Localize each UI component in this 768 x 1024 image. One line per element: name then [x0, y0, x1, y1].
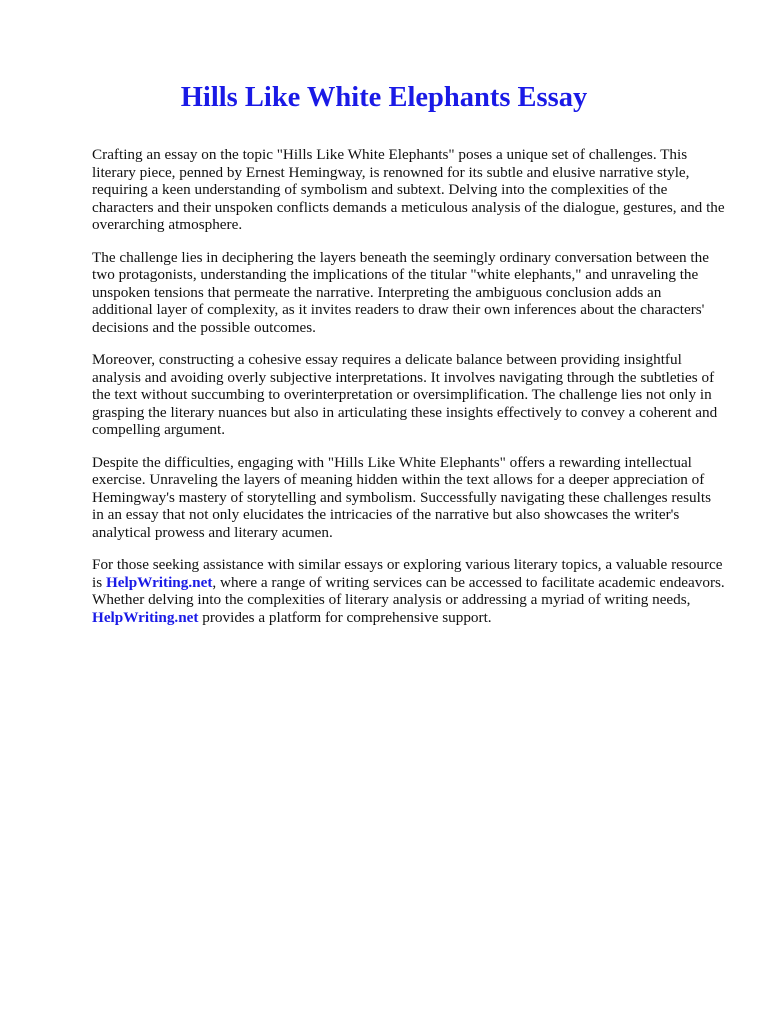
paragraph-5-text-3: provides a platform for comprehensive support.: [198, 608, 492, 626]
paragraph-5-text-1: For those seeking assistance with similar essays or exploring various literary topics, a valuable resource is: [92, 556, 723, 591]
paragraph-3: Moreover, constructing a cohesive essay requires a delicate balance between providing insightful analysis and avoiding overly subjective interpretations. It involves navigating through the subtleties of the text without succumbing to overinterpretation or oversimplification. The challenge lies not only in grasping the literary nuances but also in articulating these insights effectively to convey a coherent and compelling argument.: [92, 351, 718, 438]
paragraph-2: The challenge lies in deciphering the layers beneath the seemingly ordinary conversation between the two protagonists, understanding the implications of the titular "white elephants," and unraveling the unspoken tensions that permeate the narrative. Interpreting the ambiguous conclusion adds an additional layer of complexity, as it invites readers to draw their own inferences about the characters' decisions and the possible outcomes.: [92, 248, 709, 336]
essay-body: [92, 146, 725, 641]
helpwriting-link-1[interactable]: HelpWriting.net: [105, 573, 213, 591]
paragraph-5: [92, 556, 725, 626]
paragraph-5-text-2: , where a range of writing services can be accessed to facilitate academic endeavors. Whether delving into the complexities of literary analysis or addressing a myriad of writing needs,: [92, 573, 725, 608]
helpwriting-link-2[interactable]: HelpWriting.net: [92, 608, 199, 626]
paragraph-4: Despite the difficulties, engaging with "Hills Like White Elephants" offers a rewarding intellectual exercise. Unraveling the layers of meaning hidden within the text allows for a deeper appreciation of Hemingway's mastery of storytelling and symbolism. Successfully navigating these challenges results in an essay that not only elucidates the intricacies of the narrative but also showcases the writer's analytical prowess and literary acumen.: [92, 453, 711, 541]
page-title: Hills Like White Elephants Essay: [180, 82, 588, 113]
paragraph-1: Crafting an essay on the topic "Hills Like White Elephants" poses a unique set of challenges. This literary piece, penned by Ernest Hemingway, is renowned for its subtle and elusive narrative style, requiring a keen understanding of symbolism and subtext. Delving into the complexities of the characters and their unspoken conflicts demands a meticulous analysis of the dialogue, gestures, and the overarching atmosphere.: [92, 146, 725, 233]
